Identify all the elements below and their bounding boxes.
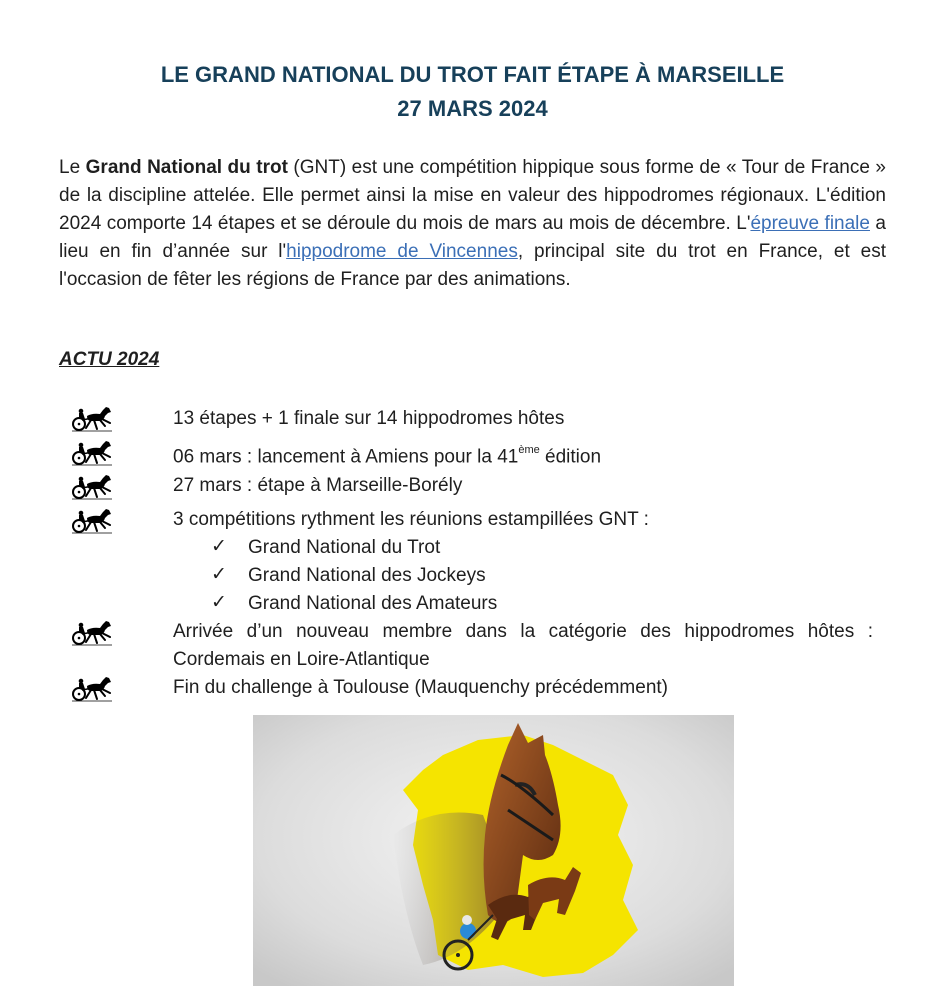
harness-horse-sulky-icon: [70, 404, 114, 434]
intro-paragraph: [59, 154, 886, 294]
list-item: 3 compétitions rythment les réunions estampillées GNT :: [173, 509, 649, 530]
sub-list-item: Grand National du Trot: [248, 537, 441, 558]
checkmark-icon: ✓: [211, 592, 227, 613]
list-item: Arrivée d’un nouveau membre dans la catégorie des hippodromes hôtes : Cordemais en Loire-Atlantique: [173, 621, 873, 670]
link-hippodrome-vincennes[interactable]: hippodrome de Vincennes: [286, 241, 518, 262]
harness-horse-sulky-icon: [70, 618, 114, 648]
section-title-actu: ACTU 2024: [59, 349, 160, 370]
list-item-text: 06 mars : lancement à Amiens pour la 41: [173, 446, 519, 468]
intro-bold-gnt: Grand National du trot: [85, 157, 288, 178]
intro-text-4: , principal site du trot en France, et est l'occasion de fêter les régions de France par des animations.: [59, 241, 886, 290]
list-item-text-end: édition: [539, 446, 602, 468]
page-title: LE GRAND NATIONAL DU TROT FAIT ÉTAPE À MARSEILLE: [160, 62, 785, 87]
intro-text-2: (GNT) est une compétition hippique sous forme de « Tour de France » de la discipline attelée. Elle permet ainsi la mise en valeur des hippodromes régionaux. L'édition 2024 comporte 14 étapes et se déroule du mois de mars au mois de décembre. L': [59, 157, 887, 234]
checkmark-icon: ✓: [211, 536, 227, 557]
harness-horse-sulky-icon: [70, 438, 114, 468]
ordinal-superscript: ème: [518, 444, 540, 456]
list-item: [173, 438, 601, 471]
intro-text-1: Le: [59, 157, 86, 178]
list-item: 13 étapes + 1 finale sur 14 hippodromes hôtes: [173, 408, 565, 429]
list-item: 27 mars : étape à Marseille-Borély: [173, 475, 463, 496]
gnt-poster-image: [253, 715, 734, 986]
harness-horse-sulky-icon: [70, 674, 114, 704]
sub-list-item: Grand National des Jockeys: [248, 565, 486, 586]
list-item: Fin du challenge à Toulouse (Mauquenchy précédemment): [173, 677, 669, 698]
link-epreuve-finale[interactable]: épreuve finale: [750, 213, 870, 234]
harness-horse-sulky-icon: [70, 506, 114, 536]
harness-horse-sulky-icon: [70, 472, 114, 502]
checkmark-icon: ✓: [211, 564, 227, 585]
sub-list-item: Grand National des Amateurs: [248, 593, 498, 614]
intro-text-3: a lieu en fin d’année sur l': [59, 213, 886, 262]
page-subtitle-date: 27 MARS 2024: [397, 96, 548, 121]
